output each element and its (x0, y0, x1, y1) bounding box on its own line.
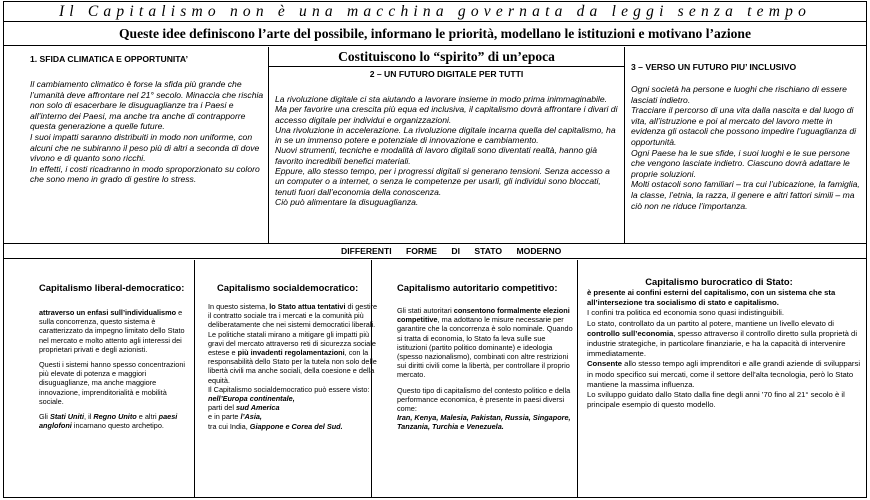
liberal-column (25, 260, 195, 498)
climate-paragraph: Il cambiamento climatico è forse la sfida più grande che l’umanità deve affrontare nel 21° secolo. Minaccia che rischia non solo di esacerbare le disuguaglianze tra i Paesi e all’interno dei Paesi, ma anche tra anche di contrapporre questa generazione a quelle future. (30, 79, 264, 132)
forms-band (4, 245, 866, 259)
climate-text (30, 79, 265, 185)
climate-paragraph: I suoi impatti saranno distribuiti in modo non uniforme, con alcuni che ne subiranno il peso più di altri a seconda di dove vivono e di quanto sono ricchi. (30, 131, 260, 164)
inclusive-heading: 3 – VERSO UN FUTURO PIU’ INCLUSIVO (631, 62, 797, 72)
inclusive-text (631, 84, 863, 211)
digital-paragraph: Una rivoluzione in accelerazione. La rivoluzione digitale incarna quella del capitalismo, ha in se un immenso potere e potenziale di innovazione e cambiamento. (275, 124, 616, 146)
digital-text (275, 94, 621, 207)
inclusive-paragraph: Ogni Paese ha le sue sfide, i suoi luoghi e le sue persone che vengono lasciate indietro. Ciascuno dovrà adattare le proprie soluzioni. (631, 147, 850, 179)
state-forms-row (4, 260, 866, 498)
climate-heading: 1. SFIDA CLIMATICA E OPPORTUNITA’ (30, 54, 189, 64)
liberal-text: attraverso un enfasi sull’individualismo e sulla concorrenza, questo sistema è caratterizzato da impegno limitato dello Stato nel mercato e molto attento agli interessi dei proprietari privati e degli azionisti. Questi i sistemi hanno spesso concentrazioni più elevate di potenza e maggiori disuguaglianze, ma anche maggiore innovazione, imprenditorialità e mobilità sociale. Gli Stati Uniti, il Regno Unito e altri paesi anglofoni incarnano questo archetipo. (39, 308, 186, 431)
digital-paragraph: Eppure, allo stesso tempo, per i progressi digitali si generano tensioni. Senza accesso a un computer o a internet, o senza le competenze per usarli, gli individui sono bloccati, tenuti fuori dall’economia della conoscenza. (275, 166, 610, 197)
climate-paragraph: In effetti, i costi ricadranno in modo sproporzionato su coloro che sono meno in grado di gestire lo stress. (30, 163, 260, 185)
climate-column (4, 47, 269, 243)
spirit-banner: Costituiscono lo “spirito” di un’epoca (269, 47, 624, 67)
bureaucratic-column (579, 260, 865, 498)
authoritarian-column (381, 260, 578, 498)
social-text: In questo sistema, lo Stato attua tentativi di gestire il contratto sociale tra i mercati e la comunità più deliberatamente che nei sistemi democratici liberali. Le politiche statali mirano a mitigare gli impatti più gravi del mercato attraverso reti di sicurezza sociale estese e più invadenti regolamentazioni, con la responsabilità dello Stato per la tutela non solo delle libertà civili ma anche sociali, della coesione e della equità. Il Capitalismo socialdemocratico può essere visto: nell’Europa continentale, parti del sud America e in parte l’Asia, tra cui India, Giappone e Corea del Sud. (208, 302, 378, 431)
page-title: Il Capitalismo non è una macchina governata da leggi senza tempo (4, 2, 866, 22)
inclusive-paragraph: Ogni società ha persone e luoghi che rischiano di essere lasciati indietro. (631, 84, 847, 105)
top-row (4, 47, 866, 244)
inclusive-paragraph: Tracciare il percorso di una vita dalla nascita e dal luogo di vita, all’istruzione e poi al mercato del lavoro mette in evidenza gli ostacoli che possono impedire l’uguaglianza di opportunità. (631, 105, 857, 147)
inclusive-column (625, 47, 865, 243)
digital-paragraph: Ciò può alimentare la disuguaglianza. (275, 196, 419, 207)
forms-band-label: DIFFERENTI FORME DI STATO MODERNO (341, 246, 562, 256)
digital-column (269, 47, 625, 243)
bureaucratic-heading: Capitalismo burocratico di Stato: (645, 276, 793, 287)
digital-paragraph: La rivoluzione digitale ci sta aiutando a lavorare insieme in modo prima inimmaginabile. Ma per favorire una crescita più equa ed inclusiva, il capitalismo dovrà affrontare i divari di accesso digitale per individui e organizzazioni. (275, 94, 618, 125)
liberal-heading: Capitalismo liberal-democratico: (39, 282, 185, 293)
page-subtitle: Queste idee definiscono l’arte del possibile, informano le priorità, modellano le istituzioni e motivano l’azione (4, 23, 866, 46)
digital-paragraph: Nuovi strumenti, tecniche e modalità di lavoro digitali sono diventati realtà, hanno già favorito incredibili benefici materiali. (275, 145, 597, 166)
bureaucratic-text: è presente ai confini esterni del capitalismo, con un sistema che sta all’intersezione tra socialismo di stato e capitalismo. I confini tra politica ed economia sono quasi indistinguibili. Lo stato, controllato da un partito al potere, mantiene un livello elevato di controllo sull’economia, spesso attraverso il controllo diretto sulla proprietà di industrie strategiche, in particolare finanziarie, e ha la capacità di intervenire immediatamente. Consente allo stesso tempo agli imprenditori e alle grandi aziende di svilupparsi in modo specifico sui mercati, come il settore dell’alta tecnologia, però lo Stato mantiene la massima influenza. Lo sviluppo guidato dallo Stato dalla fine degli anni ’70 fino al 21° secolo è il principale esempio di questo modello. (587, 288, 861, 410)
poster-frame (3, 1, 867, 498)
social-column (196, 260, 378, 498)
social-heading: Capitalismo socialdemocratico: (217, 282, 359, 293)
digital-heading: 2 – UN FUTURO DIGITALE PER TUTTI (369, 69, 524, 79)
inclusive-paragraph: Molti ostacoli sono familiari – tra cui l’ubicazione, la famiglia, la classe, l’etnia, la razza, il genere e altri fattori simili – ma ciò non ne riduce l’importanza. (631, 179, 860, 211)
authoritarian-text: Gli stati autoritari consentono formalmente elezioni competitive, ma adottano le misure necessarie per garantire che la concorrenza è solo nominale. Quando si tratta di economia, lo Stato fa leva sulle sue istituzioni (partito politico dominante) e ideologia (spesso nazionalismo), combinati con altre restrizioni sui diritti civili come la libertà, per controllare il proprio mercato. Questo tipo di capitalismo del contesto politico e della performance economica, è presente in paesi diversi come: Iran, Kenya, Malesia, Pakistan, Russia, Singapore, Tanzania, Turchia e Venezuela. (397, 306, 573, 432)
authoritarian-heading: Capitalismo autoritario competitivo: (397, 282, 558, 293)
